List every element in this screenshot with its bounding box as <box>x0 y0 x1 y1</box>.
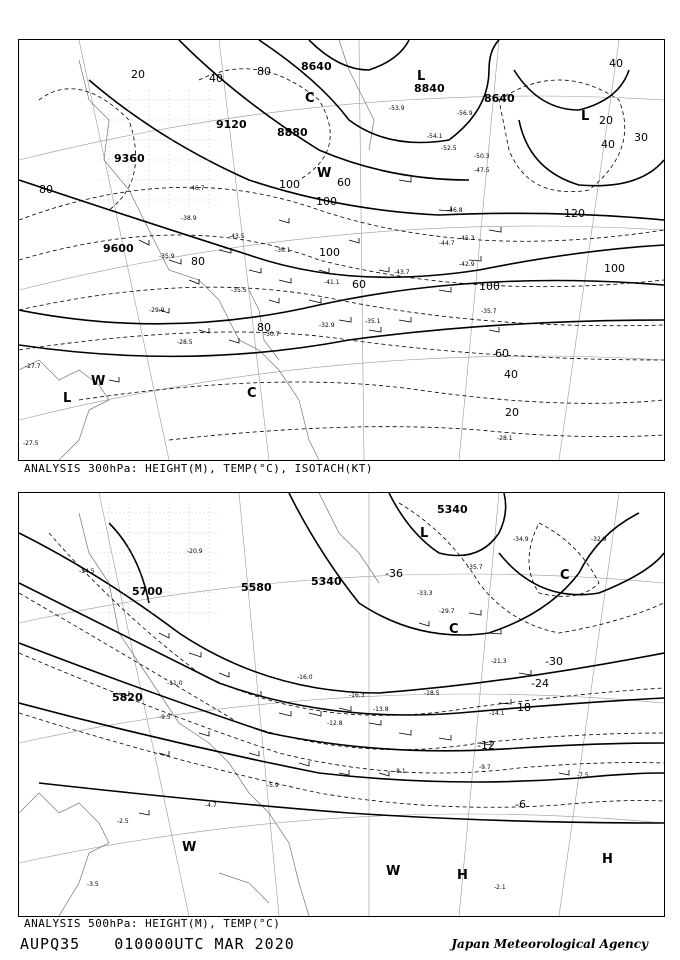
temp-label: -35.7 <box>467 564 483 571</box>
height-label: 5580 <box>241 581 272 594</box>
chart-code: AUPQ35 <box>20 935 81 953</box>
temp-label: -46.8 <box>447 207 463 214</box>
height-label: 9120 <box>216 118 247 131</box>
low-center-symbol: L <box>581 109 590 124</box>
map-300hpa-graphic <box>19 40 664 460</box>
temp-label: -42.9 <box>459 261 475 268</box>
height-label: 8640 <box>301 60 332 73</box>
height-contours <box>19 40 664 356</box>
warm-center-symbol: W <box>182 840 197 855</box>
temp-label: -38.9 <box>181 215 197 222</box>
height-label: 5340 <box>437 503 468 516</box>
chart-footer <box>20 935 319 953</box>
isotach-label: 80 <box>257 321 271 334</box>
isotach-label: 120 <box>564 207 585 220</box>
height-label: 5820 <box>112 691 143 704</box>
temp-label: -20.9 <box>187 548 203 555</box>
isotherm-label: -30 <box>545 655 563 668</box>
high-center-symbol: H <box>457 868 468 883</box>
temp-label: -16.0 <box>297 674 313 681</box>
temp-label: -50.3 <box>474 153 490 160</box>
temp-label: -9.7 <box>479 764 491 771</box>
isotach-label: 80 <box>257 65 271 78</box>
isotherm-labels <box>385 567 563 811</box>
grid-mesh <box>99 90 219 210</box>
temp-label: -46.7 <box>189 185 205 192</box>
cold-center-symbol: C <box>449 622 459 637</box>
high-center-symbol: H <box>602 852 613 867</box>
temp-label: -21.3 <box>491 658 507 665</box>
height-label: 5700 <box>132 585 163 598</box>
isotach-label: 100 <box>316 195 337 208</box>
temp-label: -43.7 <box>394 269 410 276</box>
isotach-label: 60 <box>495 347 509 360</box>
isotach-label: 20 <box>505 406 519 419</box>
agency-name: Japan Meteorological Agency <box>451 937 648 951</box>
temp-label: -11.0 <box>167 680 183 687</box>
isotach-label: 60 <box>352 278 366 291</box>
cold-center-symbol: C <box>305 91 315 106</box>
temp-label: -35.7 <box>481 308 497 315</box>
temp-label: -14.1 <box>489 710 505 717</box>
temp-label: -35.1 <box>365 318 381 325</box>
temp-label: -47.5 <box>474 167 490 174</box>
isotach-label: 40 <box>504 368 518 381</box>
temp-label: -4.7 <box>205 802 217 809</box>
height-label: 9360 <box>114 152 145 165</box>
temp-label: -18.5 <box>424 690 440 697</box>
isotach-label: 30 <box>634 131 648 144</box>
isotherm-label: -36 <box>385 567 403 580</box>
temp-label: -28.1 <box>497 435 513 442</box>
isotach-label: 40 <box>209 72 223 85</box>
temp-label: -32.9 <box>591 536 607 543</box>
temp-label: -8.1 <box>394 768 406 775</box>
height-label: 5340 <box>311 575 342 588</box>
temp-label: -29.9 <box>149 307 165 314</box>
upper-air-map-300hpa <box>18 39 665 461</box>
isotach-label: 80 <box>191 255 205 268</box>
isotach-label: 100 <box>279 178 300 191</box>
low-center-symbol: L <box>63 391 72 406</box>
temp-label: -29.7 <box>439 608 455 615</box>
grid-mesh <box>99 503 219 623</box>
low-center-symbol: L <box>420 526 429 541</box>
isotach-label: 100 <box>604 262 625 275</box>
temp-label: -27.7 <box>25 363 41 370</box>
temp-label: -27.5 <box>23 440 39 447</box>
temp-label: -7.5 <box>577 772 589 779</box>
wind-barbs <box>109 177 501 382</box>
valid-time: 010000UTC MAR 2020 <box>114 935 295 953</box>
isotherm-label: -12 <box>477 739 495 752</box>
isotherms <box>19 503 664 807</box>
cold-center-symbol: C <box>560 568 570 583</box>
height-label: 8840 <box>414 82 445 95</box>
isotherm-label: -18 <box>513 701 531 714</box>
temp-label: -3.5 <box>87 881 99 888</box>
height-labels <box>103 60 515 255</box>
warm-center-symbol: W <box>317 166 332 181</box>
isotach-label: 60 <box>337 176 351 189</box>
temp-label: -2.5 <box>117 818 129 825</box>
temp-label: -54.1 <box>427 133 443 140</box>
height-label: 8640 <box>484 92 515 105</box>
temp-label: -2.1 <box>494 884 506 891</box>
temp-label: -45.3 <box>459 235 475 242</box>
lower-map-caption: ANALYSIS 500hPa: HEIGHT(M), TEMP(°C) <box>24 917 281 930</box>
temp-label: -52.5 <box>441 145 457 152</box>
warm-center-symbol: W <box>386 864 401 879</box>
temp-label: -13.8 <box>373 706 389 713</box>
isotach-label: 20 <box>131 68 145 81</box>
upper-map-caption: ANALYSIS 300hPa: HEIGHT(M), TEMP(°C), ISOTACH(KT) <box>24 462 374 475</box>
isotherm-label: -6 <box>515 798 526 811</box>
temp-label: -32.9 <box>319 322 335 329</box>
temp-label: -36.1 <box>275 247 291 254</box>
temp-label: -14.5 <box>79 568 95 575</box>
temp-label: -9.5 <box>159 714 171 721</box>
temp-label: -5.9 <box>267 782 279 789</box>
temp-label: -56.9 <box>457 110 473 117</box>
isotach-label: 40 <box>609 57 623 70</box>
temp-label: -12.8 <box>327 720 343 727</box>
isotach-label: 100 <box>479 280 500 293</box>
low-center-symbol: L <box>417 69 426 84</box>
map-500hpa-graphic <box>19 493 664 916</box>
isotherm-label: -24 <box>531 677 549 690</box>
temp-label: -16.3 <box>349 692 365 699</box>
cold-center-symbol: C <box>247 386 257 401</box>
height-label: 8880 <box>277 126 308 139</box>
isotach-label: 40 <box>601 138 615 151</box>
temp-label: -44.7 <box>439 240 455 247</box>
isotach-label: 100 <box>319 246 340 259</box>
temp-label: -53.9 <box>389 105 405 112</box>
height-labels <box>112 503 468 704</box>
temp-label: -34.9 <box>513 536 529 543</box>
upper-air-map-500hpa <box>18 492 665 917</box>
temp-label: -43.5 <box>229 233 245 240</box>
temp-label: -41.1 <box>324 279 340 286</box>
temp-label: -28.5 <box>177 339 193 346</box>
temp-label: -35.9 <box>159 253 175 260</box>
temp-label: -35.5 <box>231 287 247 294</box>
height-label: 9600 <box>103 242 134 255</box>
isotach-label: 80 <box>39 183 53 196</box>
temperature-labels <box>23 105 513 447</box>
temp-label: -33.3 <box>417 590 433 597</box>
isotach-label: 20 <box>599 114 613 127</box>
warm-center-symbol: W <box>91 374 106 389</box>
temp-label: -30.7 <box>264 331 280 338</box>
